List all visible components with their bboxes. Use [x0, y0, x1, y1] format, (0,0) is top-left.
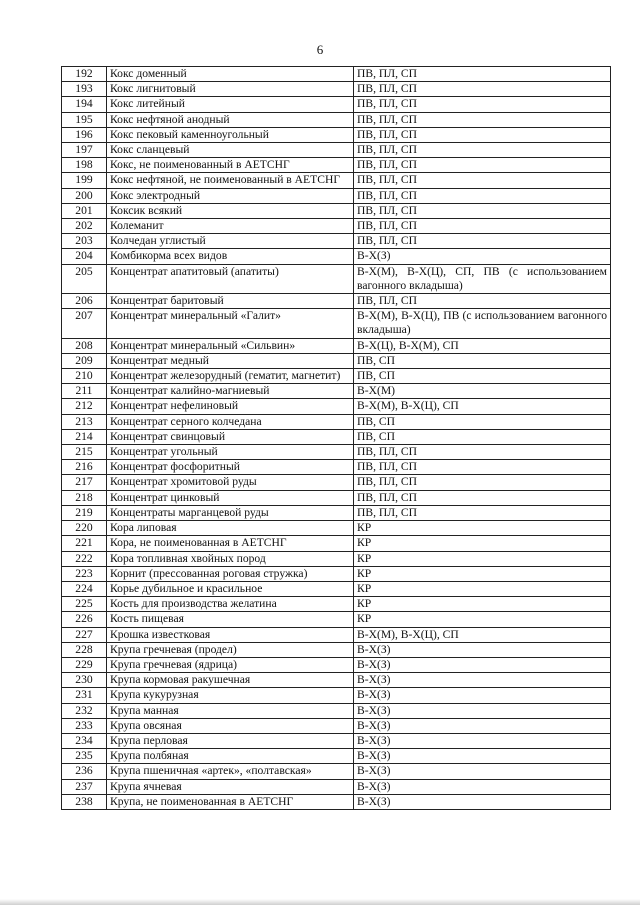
transport-modes: ПВ, ПЛ, СП [354, 460, 611, 475]
table-row [62, 642, 611, 657]
table-row [62, 749, 611, 764]
table-row [62, 203, 611, 218]
row-number: 209 [62, 353, 107, 368]
cargo-name: Концентрат баритовый [107, 294, 354, 309]
cargo-name: Крупа гречневая (продел) [107, 642, 354, 657]
row-number: 192 [62, 67, 107, 82]
table-row [62, 143, 611, 158]
table-row [62, 173, 611, 188]
row-number: 204 [62, 249, 107, 264]
page-number: 6 [316, 42, 324, 57]
transport-modes: КР [354, 597, 611, 612]
transport-modes: В-Х(М), В-Х(Ц), ПВ (с использованием вагонного вкладыша) [354, 309, 611, 338]
transport-modes: ПВ, ПЛ, СП [354, 475, 611, 490]
table-row [62, 673, 611, 688]
table-row [62, 764, 611, 779]
table-row [62, 338, 611, 353]
transport-modes: КР [354, 521, 611, 536]
transport-modes: В-Х(М), В-Х(Ц), СП [354, 399, 611, 414]
cargo-name: Кора топливная хвойных пород [107, 551, 354, 566]
table-row [62, 627, 611, 642]
cargo-name: Концентрат нефелиновый [107, 399, 354, 414]
transport-modes: ПВ, ПЛ, СП [354, 234, 611, 249]
table-row [62, 445, 611, 460]
transport-modes: ПВ, ПЛ, СП [354, 127, 611, 142]
cargo-name: Кокс доменный [107, 67, 354, 82]
transport-modes: В-Х(З) [354, 794, 611, 809]
row-number: 227 [62, 627, 107, 642]
row-number: 230 [62, 673, 107, 688]
row-number: 193 [62, 82, 107, 97]
transport-modes: ПВ, ПЛ, СП [354, 219, 611, 234]
row-number: 206 [62, 294, 107, 309]
table-row [62, 703, 611, 718]
transport-modes: В-Х(З) [354, 642, 611, 657]
cargo-name: Кора, не поименованная в АЕТСНГ [107, 536, 354, 551]
table-row [62, 779, 611, 794]
cargo-name: Концентрат апатитовый (апатиты) [107, 264, 354, 293]
cargo-name: Кокс, не поименованный в АЕТСНГ [107, 158, 354, 173]
cargo-name: Концентраты марганцевой руды [107, 505, 354, 520]
cargo-name: Комбикорма всех видов [107, 249, 354, 264]
row-number: 198 [62, 158, 107, 173]
table-row [62, 536, 611, 551]
row-number: 235 [62, 749, 107, 764]
cargo-name: Концентрат минеральный «Сильвин» [107, 338, 354, 353]
table-row [62, 399, 611, 414]
cargo-name: Концентрат серного колчедана [107, 414, 354, 429]
row-number: 211 [62, 384, 107, 399]
transport-modes: В-Х(З) [354, 688, 611, 703]
cargo-name: Корье дубильное и красильное [107, 581, 354, 596]
row-number: 236 [62, 764, 107, 779]
row-number: 237 [62, 779, 107, 794]
cargo-name: Концентрат калийно-магниевый [107, 384, 354, 399]
table-row [62, 460, 611, 475]
row-number: 224 [62, 581, 107, 596]
transport-modes: В-Х(З) [354, 779, 611, 794]
transport-modes: ПВ, ПЛ, СП [354, 97, 611, 112]
table-row [62, 566, 611, 581]
transport-modes: В-Х(З) [354, 249, 611, 264]
cargo-name: Кокс электродный [107, 188, 354, 203]
row-number: 234 [62, 733, 107, 748]
transport-modes: В-Х(З) [354, 673, 611, 688]
row-number: 203 [62, 234, 107, 249]
transport-modes: ПВ, ПЛ, СП [354, 505, 611, 520]
row-number: 229 [62, 657, 107, 672]
table-row [62, 505, 611, 520]
transport-modes: В-Х(З) [354, 749, 611, 764]
cargo-name: Крошка известковая [107, 627, 354, 642]
cargo-name: Кокс нефтяной анодный [107, 112, 354, 127]
transport-modes: ПВ, ПЛ, СП [354, 158, 611, 173]
cargo-name: Крупа кормовая ракушечная [107, 673, 354, 688]
table-row [62, 733, 611, 748]
row-number: 213 [62, 414, 107, 429]
table-row [62, 97, 611, 112]
transport-modes: ПВ, ПЛ, СП [354, 294, 611, 309]
table-row [62, 158, 611, 173]
row-number: 208 [62, 338, 107, 353]
row-number: 214 [62, 429, 107, 444]
table-row [62, 384, 611, 399]
cargo-name: Концентрат минеральный «Галит» [107, 309, 354, 338]
row-number: 232 [62, 703, 107, 718]
cargo-name: Кокс сланцевый [107, 143, 354, 158]
row-number: 222 [62, 551, 107, 566]
table-row [62, 597, 611, 612]
row-number: 221 [62, 536, 107, 551]
transport-modes: В-Х(Ц), В-Х(М), СП [354, 338, 611, 353]
cargo-name: Кость для производства желатина [107, 597, 354, 612]
cargo-name: Крупа ячневая [107, 779, 354, 794]
table-row [62, 264, 611, 293]
scan-edge-shadow [0, 899, 640, 905]
table-row [62, 294, 611, 309]
row-number: 194 [62, 97, 107, 112]
transport-modes: ПВ, ПЛ, СП [354, 67, 611, 82]
table-row [62, 521, 611, 536]
table-row [62, 112, 611, 127]
transport-modes: В-Х(З) [354, 764, 611, 779]
cargo-name: Концентрат цинковый [107, 490, 354, 505]
cargo-name: Крупа кукурузная [107, 688, 354, 703]
row-number: 225 [62, 597, 107, 612]
transport-modes: ПВ, ПЛ, СП [354, 173, 611, 188]
table-row [62, 67, 611, 82]
cargo-name: Концентрат фосфоритный [107, 460, 354, 475]
table-row [62, 234, 611, 249]
row-number: 207 [62, 309, 107, 338]
row-number: 220 [62, 521, 107, 536]
transport-modes: КР [354, 566, 611, 581]
row-number: 217 [62, 475, 107, 490]
cargo-name: Концентрат свинцовый [107, 429, 354, 444]
transport-modes: ПВ, ПЛ, СП [354, 203, 611, 218]
table-row [62, 309, 611, 338]
cargo-name: Кора липовая [107, 521, 354, 536]
table-row [62, 490, 611, 505]
transport-modes: В-Х(М) [354, 384, 611, 399]
table-row [62, 127, 611, 142]
transport-modes: КР [354, 536, 611, 551]
row-number: 200 [62, 188, 107, 203]
cargo-name: Коксик всякий [107, 203, 354, 218]
row-number: 199 [62, 173, 107, 188]
transport-modes: В-Х(З) [354, 733, 611, 748]
cargo-name: Концентрат угольный [107, 445, 354, 460]
cargo-name: Крупа, не поименованная в АЕТСНГ [107, 794, 354, 809]
table-row [62, 718, 611, 733]
transport-modes: ПВ, ПЛ, СП [354, 82, 611, 97]
cargo-name: Крупа полбяная [107, 749, 354, 764]
transport-modes: В-Х(М), В-Х(Ц), СП, ПВ (с использованием вагонного вкладыша) [354, 264, 611, 293]
transport-modes: В-Х(М), В-Х(Ц), СП [354, 627, 611, 642]
cargo-name: Кокс лигнитовый [107, 82, 354, 97]
cargo-table-body [62, 67, 611, 810]
table-row [62, 188, 611, 203]
transport-modes: В-Х(З) [354, 657, 611, 672]
row-number: 212 [62, 399, 107, 414]
table-row [62, 429, 611, 444]
row-number: 218 [62, 490, 107, 505]
transport-modes: В-Х(З) [354, 703, 611, 718]
transport-modes: ПВ, ПЛ, СП [354, 445, 611, 460]
cargo-name: Кокс пековый каменноугольный [107, 127, 354, 142]
cargo-name: Колеманит [107, 219, 354, 234]
table-row [62, 551, 611, 566]
table-row [62, 369, 611, 384]
transport-modes: КР [354, 551, 611, 566]
table-row [62, 82, 611, 97]
transport-modes: ПВ, СП [354, 414, 611, 429]
transport-modes: ПВ, ПЛ, СП [354, 143, 611, 158]
cargo-name: Крупа перловая [107, 733, 354, 748]
transport-modes: ПВ, ПЛ, СП [354, 188, 611, 203]
cargo-name: Крупа манная [107, 703, 354, 718]
row-number: 205 [62, 264, 107, 293]
transport-modes: КР [354, 581, 611, 596]
cargo-name: Кокс литейный [107, 97, 354, 112]
row-number: 219 [62, 505, 107, 520]
row-number: 197 [62, 143, 107, 158]
transport-modes: ПВ, СП [354, 353, 611, 368]
cargo-name: Кокс нефтяной, не поименованный в АЕТСНГ [107, 173, 354, 188]
table-row [62, 612, 611, 627]
transport-modes: ПВ, СП [354, 369, 611, 384]
row-number: 201 [62, 203, 107, 218]
table-row [62, 794, 611, 809]
cargo-name: Концентрат хромитовой руды [107, 475, 354, 490]
row-number: 195 [62, 112, 107, 127]
table-row [62, 414, 611, 429]
row-number: 196 [62, 127, 107, 142]
transport-modes: КР [354, 612, 611, 627]
table-row [62, 353, 611, 368]
table-row [62, 219, 611, 234]
table-row [62, 657, 611, 672]
table-row [62, 688, 611, 703]
transport-modes: ПВ, ПЛ, СП [354, 112, 611, 127]
row-number: 238 [62, 794, 107, 809]
row-number: 233 [62, 718, 107, 733]
row-number: 226 [62, 612, 107, 627]
table-row [62, 475, 611, 490]
cargo-name: Кость пищевая [107, 612, 354, 627]
cargo-name: Крупа пшеничная «артек», «полтавская» [107, 764, 354, 779]
row-number: 215 [62, 445, 107, 460]
cargo-name: Крупа овсяная [107, 718, 354, 733]
cargo-table [61, 66, 611, 810]
transport-modes: В-Х(З) [354, 718, 611, 733]
row-number: 202 [62, 219, 107, 234]
row-number: 210 [62, 369, 107, 384]
row-number: 223 [62, 566, 107, 581]
table-row [62, 249, 611, 264]
cargo-name: Колчедан углистый [107, 234, 354, 249]
row-number: 228 [62, 642, 107, 657]
row-number: 216 [62, 460, 107, 475]
cargo-name: Корнит (прессованная роговая стружка) [107, 566, 354, 581]
transport-modes: ПВ, СП [354, 429, 611, 444]
cargo-name: Концентрат медный [107, 353, 354, 368]
transport-modes: ПВ, ПЛ, СП [354, 490, 611, 505]
row-number: 231 [62, 688, 107, 703]
cargo-name: Крупа гречневая (ядрица) [107, 657, 354, 672]
table-row [62, 581, 611, 596]
cargo-name: Концентрат железорудный (гематит, магнетит) [107, 369, 354, 384]
